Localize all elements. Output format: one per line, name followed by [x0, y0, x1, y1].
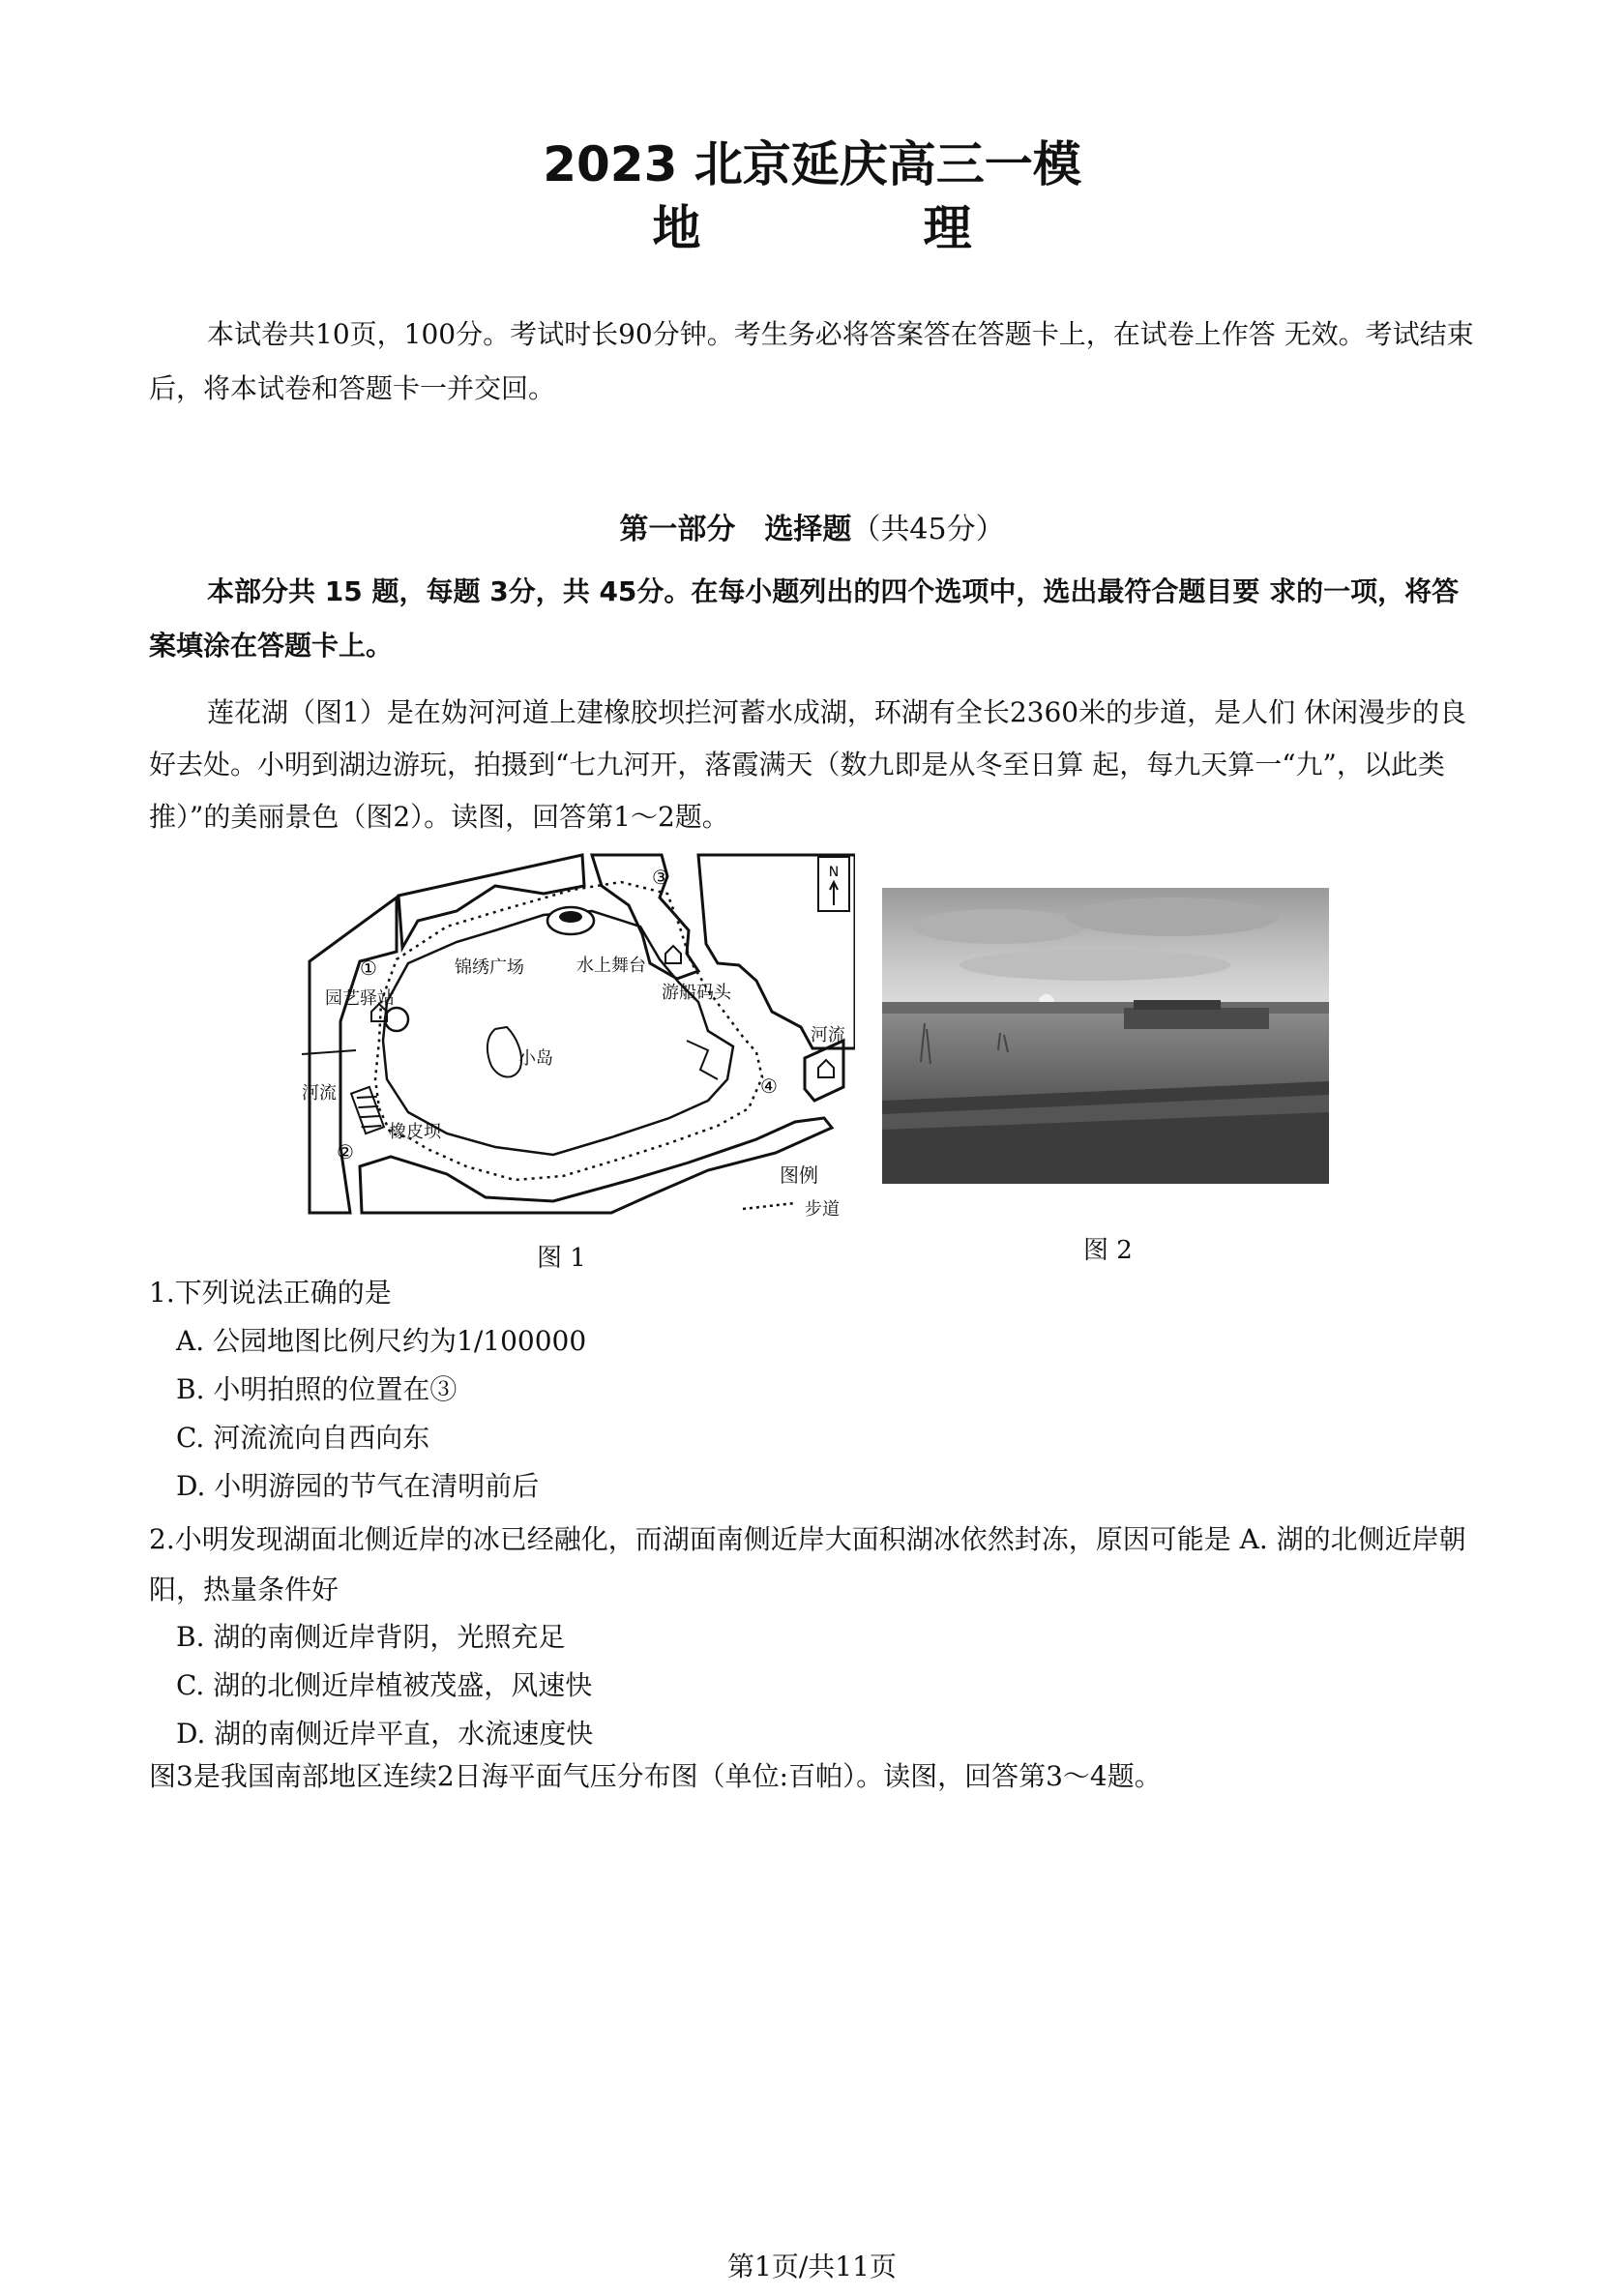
question-2-option-d: D. 湖的南侧近岸平直，水流速度快 — [176, 1718, 594, 1750]
legend-title: 图例 — [780, 1163, 818, 1187]
subject-title: 地 理 — [652, 200, 1059, 256]
house-icon — [818, 1060, 834, 1077]
label-river-left: 河流 — [302, 1083, 337, 1104]
figure1-caption: 图 1 — [537, 1244, 586, 1273]
question-1-option-d: D. 小明游园的节气在清明前后 — [176, 1470, 540, 1502]
section-instructions: 本部分共 15 题，每题 3分，共 45分。在每小题列出的四个选项中，选出最符合题目要 求的一项，将答案填涂在答题卡上。 — [149, 575, 1460, 662]
point-1: ① — [360, 957, 377, 980]
exam-title: 2023 北京延庆高三一模 — [543, 136, 1081, 192]
question-1-option-a: A. 公园地图比例尺约为1/100000 — [176, 1325, 587, 1357]
point-2: ② — [337, 1140, 354, 1163]
passage-2: 图3是我国南部地区连续2日海平面气压分布图（单位:百帕）。读图，回答第3～4题。 — [149, 1760, 1162, 1792]
label-river-right: 河流 — [811, 1025, 845, 1045]
point-4: ④ — [760, 1074, 778, 1098]
question-2-option-c: C. 湖的北侧近岸植被茂盛，风速快 — [176, 1669, 593, 1701]
section-heading — [0, 505, 1624, 547]
figure2-photo — [882, 888, 1329, 1184]
north-label: N — [828, 865, 840, 880]
question-1-stem: 1.下列说法正确的是 — [149, 1277, 392, 1309]
label-plaza: 锦绣广场 — [455, 957, 524, 978]
label-dam: 橡皮坝 — [389, 1122, 441, 1142]
label-dock: 游船码头 — [662, 983, 731, 1003]
passage-1: 莲花湖（图1）是在妫河河道上建橡胶坝拦河蓄水成湖，环湖有全长2360米的步道，是人们 休闲漫步的良好去处。小明到湖边游玩，拍摄到“七九河开，落霞满天（数九即是从冬至日算 起，每九天算一“九”，以此类推）”的美丽景色（图2）。读图，回答第1～2题。 — [149, 696, 1466, 833]
legend-path-symbol — [743, 1203, 795, 1209]
question-1-option-c: C. 河流流向自西向东 — [176, 1422, 430, 1454]
label-stage: 水上舞台 — [576, 956, 646, 976]
point-3: ③ — [652, 866, 669, 889]
figure1-map — [302, 847, 855, 1224]
legend-path-label: 步道 — [805, 1199, 840, 1220]
question-2-option-b: B. 湖的南侧近岸背阴，光照充足 — [176, 1621, 566, 1653]
label-station: 园艺驿站 — [325, 988, 395, 1009]
question-2-stem: 2.小明发现湖面北侧近岸的冰已经融化，而湖面南侧近岸大面积湖冰依然封冻，原因可能是 A. 湖的北侧近岸朝阳，热量条件好 — [149, 1523, 1466, 1605]
exam-intro: 本试卷共10页，100分。考试时长90分钟。考生务必将答案答在答题卡上，在试卷上作答 无效。考试结束后，将本试卷和答题卡一并交回。 — [149, 318, 1474, 404]
section-title: 第一部分 选择题 — [619, 513, 852, 546]
house-icon — [665, 946, 681, 963]
label-island: 小岛 — [518, 1048, 553, 1069]
section-score: （共45分） — [851, 513, 1005, 546]
page-footer: 第1页/共11页 — [727, 2251, 897, 2282]
figure2-caption: 图 2 — [1083, 1236, 1133, 1265]
question-1-option-b: B. 小明拍照的位置在③ — [176, 1373, 458, 1405]
